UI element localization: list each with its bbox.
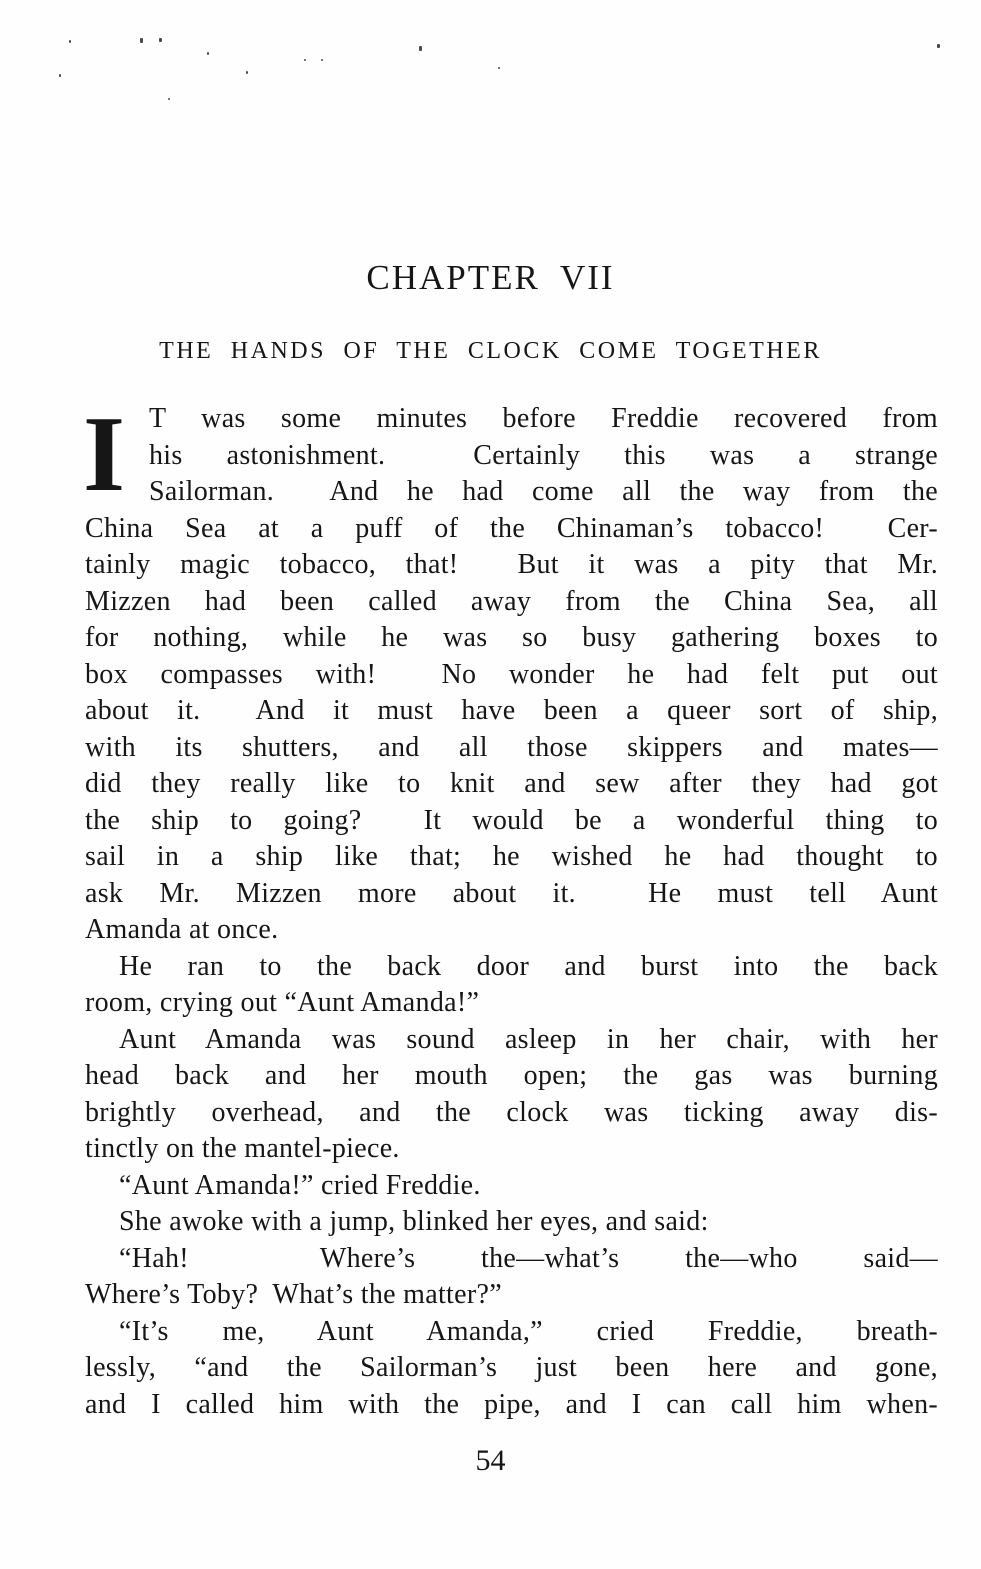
text-line: about it. And it must have been a queer sort of ship, [85, 695, 938, 726]
text-line: “Hah! Where’s the—what’s the—who said— [119, 1242, 938, 1274]
scan-speck [498, 67, 500, 69]
text-line: “It’s me, Aunt Amanda,” cried Freddie, breath- [119, 1315, 938, 1347]
paragraph [83, 395, 938, 949]
scan-speck [304, 59, 306, 61]
text-line: brightly overhead, and the clock was ticking away dis- [85, 1096, 938, 1128]
scan-speck [321, 59, 323, 61]
text-line: did they really like to knit and sew after they had got [85, 768, 938, 799]
text-line: lessly, “and the Sailorman’s just been here and gone, [85, 1352, 938, 1383]
text-line: Where’s Toby? What’s the matter?” [85, 1279, 502, 1310]
scan-speck [207, 52, 209, 55]
paragraph [85, 1314, 938, 1424]
text-line: room, crying out “Aunt Amanda!” [85, 987, 480, 1018]
scan-speck [419, 46, 422, 51]
text-line: his astonishment. Certainly this was a strange [149, 439, 938, 471]
text-line: T was some minutes before Freddie recovered from [149, 403, 938, 434]
scan-speck [246, 71, 248, 74]
text-line: and I called him with the pipe, and I can call him when- [85, 1388, 938, 1420]
text-line: Sailorman. And he had come all the way from the [149, 476, 938, 507]
scan-speck [59, 74, 61, 77]
text-line: Aunt Amanda was sound asleep in her chair, with her [119, 1023, 938, 1055]
text-line: She awoke with a jump, blinked her eyes, and said: [119, 1206, 709, 1237]
text-line: box compasses with! No wonder he had felt put out [85, 658, 938, 690]
scan-speck [168, 98, 170, 100]
text-line: with its shutters, and all those skippers and mates— [85, 731, 938, 763]
text-line: tinctly on the mantel-piece. [85, 1133, 400, 1164]
text-line: “Aunt Amanda!” cried Freddie. [119, 1169, 481, 1201]
paragraph [85, 1168, 938, 1205]
text-line: the ship to going? It would be a wonderful thing to [85, 804, 938, 836]
page-number: 54 [475, 1444, 506, 1477]
scan-speck [140, 38, 143, 43]
paragraph [85, 949, 938, 1022]
text-line: head back and her mouth open; the gas was burning [85, 1060, 938, 1091]
text-line: China Sea at a puff of the Chinaman’s tobacco! Cer- [85, 512, 938, 544]
text-line: sail in a ship like that; he wished he had thought to [85, 841, 938, 872]
text-line: He ran to the back door and burst into the back [119, 950, 938, 982]
paragraph [85, 1022, 938, 1168]
chapter-title: CHAPTER VII [366, 258, 615, 297]
text-line: Amanda at once. [85, 914, 279, 945]
text-line: tainly magic tobacco, that! But it was a pity that Mr. [85, 549, 938, 580]
scan-speck [937, 44, 940, 48]
scan-speck [69, 40, 71, 43]
drop-cap-letter: I [83, 395, 126, 514]
paragraph [85, 1241, 938, 1314]
chapter-subtitle: THE HANDS OF THE CLOCK COME TOGETHER [159, 338, 822, 364]
text-line: Mizzen had been called away from the China Sea, all [85, 585, 938, 617]
text-line: ask Mr. Mizzen more about it. He must tell Aunt [85, 877, 938, 909]
text-line: for nothing, while he was so busy gathering boxes to [85, 622, 938, 653]
scan-speck [159, 38, 162, 42]
paragraph [85, 1204, 938, 1241]
body-text [83, 395, 938, 1423]
